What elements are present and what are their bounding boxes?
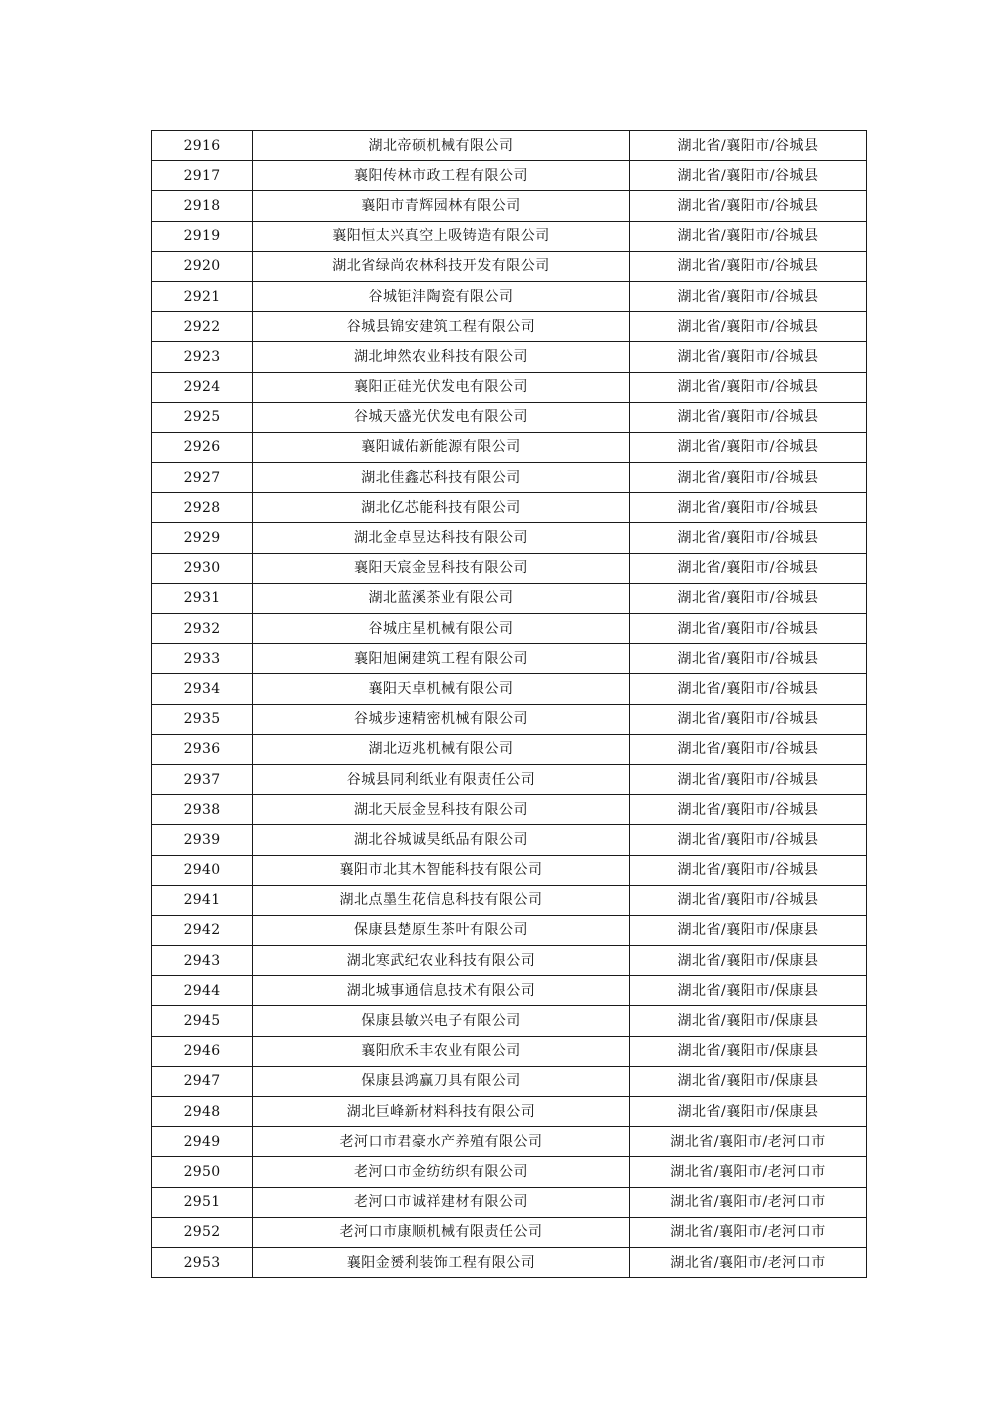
- table-row: [152, 161, 867, 191]
- region-cell: 湖北省/襄阳市/保康县: [630, 1036, 867, 1066]
- row-number-cell: 2942: [152, 915, 253, 945]
- row-number-cell: 2945: [152, 1006, 253, 1036]
- row-number-cell: 2941: [152, 885, 253, 915]
- company-name-cell: 襄阳传林市政工程有限公司: [253, 161, 630, 191]
- region-cell: 湖北省/襄阳市/谷城县: [630, 161, 867, 191]
- region-cell: 湖北省/襄阳市/谷城县: [630, 795, 867, 825]
- company-name-cell: 谷城县同利纸业有限责任公司: [253, 764, 630, 794]
- company-name-cell: 保康县敏兴电子有限公司: [253, 1006, 630, 1036]
- row-number-cell: 2928: [152, 493, 253, 523]
- region-cell: 湖北省/襄阳市/谷城县: [630, 674, 867, 704]
- region-cell: 湖北省/襄阳市/谷城县: [630, 281, 867, 311]
- region-cell: 湖北省/襄阳市/谷城县: [630, 493, 867, 523]
- company-name-cell: 襄阳金赟利装饰工程有限公司: [253, 1247, 630, 1277]
- company-name-cell: 老河口市君豪水产养殖有限公司: [253, 1127, 630, 1157]
- company-name-cell: 谷城步速精密机械有限公司: [253, 704, 630, 734]
- row-number-cell: 2931: [152, 583, 253, 613]
- region-cell: 湖北省/襄阳市/谷城县: [630, 855, 867, 885]
- company-name-cell: 湖北金卓昱达科技有限公司: [253, 523, 630, 553]
- row-number-cell: 2921: [152, 281, 253, 311]
- company-name-cell: 谷城钜沣陶瓷有限公司: [253, 281, 630, 311]
- row-number-cell: 2950: [152, 1157, 253, 1187]
- table-row: [152, 221, 867, 251]
- company-name-cell: 湖北城事通信息技术有限公司: [253, 976, 630, 1006]
- table-row: [152, 1066, 867, 1096]
- row-number-cell: 2949: [152, 1127, 253, 1157]
- company-name-cell: 湖北谷城诚昊纸品有限公司: [253, 825, 630, 855]
- table-row: [152, 281, 867, 311]
- row-number-cell: 2939: [152, 825, 253, 855]
- region-cell: 湖北省/襄阳市/谷城县: [630, 191, 867, 221]
- company-name-cell: 襄阳天宸金昱科技有限公司: [253, 553, 630, 583]
- company-name-cell: 谷城庄星机械有限公司: [253, 614, 630, 644]
- table-row: [152, 825, 867, 855]
- region-cell: 湖北省/襄阳市/保康县: [630, 1006, 867, 1036]
- row-number-cell: 2947: [152, 1066, 253, 1096]
- row-number-cell: 2943: [152, 946, 253, 976]
- company-name-cell: 襄阳旭阑建筑工程有限公司: [253, 644, 630, 674]
- table-row: [152, 704, 867, 734]
- table-body: [152, 131, 867, 1278]
- region-cell: 湖北省/襄阳市/保康县: [630, 915, 867, 945]
- table-row: [152, 614, 867, 644]
- company-name-cell: 保康县鸿赢刀具有限公司: [253, 1066, 630, 1096]
- region-cell: 湖北省/襄阳市/谷城县: [630, 644, 867, 674]
- table-row: [152, 1187, 867, 1217]
- company-name-cell: 老河口市金纺纺织有限公司: [253, 1157, 630, 1187]
- region-cell: 湖北省/襄阳市/谷城县: [630, 523, 867, 553]
- region-cell: 湖北省/襄阳市/老河口市: [630, 1217, 867, 1247]
- table-row: [152, 191, 867, 221]
- table-row: [152, 402, 867, 432]
- row-number-cell: 2937: [152, 764, 253, 794]
- region-cell: 湖北省/襄阳市/老河口市: [630, 1157, 867, 1187]
- company-name-cell: 谷城县锦安建筑工程有限公司: [253, 312, 630, 342]
- company-registry-table: [151, 130, 867, 1278]
- table-row: [152, 463, 867, 493]
- company-name-cell: 襄阳欣禾丰农业有限公司: [253, 1036, 630, 1066]
- table-row: [152, 583, 867, 613]
- row-number-cell: 2953: [152, 1247, 253, 1277]
- table-row: [152, 946, 867, 976]
- table-row: [152, 915, 867, 945]
- row-number-cell: 2932: [152, 614, 253, 644]
- company-name-cell: 老河口市康顺机械有限责任公司: [253, 1217, 630, 1247]
- table-row: [152, 131, 867, 161]
- region-cell: 湖北省/襄阳市/老河口市: [630, 1247, 867, 1277]
- region-cell: 湖北省/襄阳市/谷城县: [630, 553, 867, 583]
- company-name-cell: 襄阳市青辉园林有限公司: [253, 191, 630, 221]
- company-name-cell: 湖北点墨生花信息科技有限公司: [253, 885, 630, 915]
- row-number-cell: 2916: [152, 131, 253, 161]
- row-number-cell: 2936: [152, 734, 253, 764]
- table-row: [152, 432, 867, 462]
- region-cell: 湖北省/襄阳市/谷城县: [630, 885, 867, 915]
- row-number-cell: 2940: [152, 855, 253, 885]
- table-row: [152, 1217, 867, 1247]
- region-cell: 湖北省/襄阳市/保康县: [630, 1066, 867, 1096]
- region-cell: 湖北省/襄阳市/谷城县: [630, 704, 867, 734]
- company-name-cell: 湖北佳鑫芯科技有限公司: [253, 463, 630, 493]
- row-number-cell: 2926: [152, 432, 253, 462]
- region-cell: 湖北省/襄阳市/谷城县: [630, 614, 867, 644]
- region-cell: 湖北省/襄阳市/保康县: [630, 976, 867, 1006]
- company-name-cell: 保康县楚原生茶叶有限公司: [253, 915, 630, 945]
- table-row: [152, 674, 867, 704]
- region-cell: 湖北省/襄阳市/谷城县: [630, 734, 867, 764]
- table-row: [152, 1127, 867, 1157]
- company-name-cell: 湖北坤然农业科技有限公司: [253, 342, 630, 372]
- company-name-cell: 湖北蓝溪茶业有限公司: [253, 583, 630, 613]
- row-number-cell: 2938: [152, 795, 253, 825]
- company-name-cell: 湖北巨峰新材料科技有限公司: [253, 1097, 630, 1127]
- company-name-cell: 湖北省绿尚农林科技开发有限公司: [253, 251, 630, 281]
- table-row: [152, 1097, 867, 1127]
- row-number-cell: 2923: [152, 342, 253, 372]
- region-cell: 湖北省/襄阳市/谷城县: [630, 463, 867, 493]
- region-cell: 湖北省/襄阳市/谷城县: [630, 583, 867, 613]
- table-row: [152, 644, 867, 674]
- table-row: [152, 523, 867, 553]
- table-row: [152, 734, 867, 764]
- table-row: [152, 251, 867, 281]
- row-number-cell: 2935: [152, 704, 253, 734]
- row-number-cell: 2952: [152, 1217, 253, 1247]
- company-name-cell: 襄阳恒太兴真空上吸铸造有限公司: [253, 221, 630, 251]
- table-row: [152, 553, 867, 583]
- row-number-cell: 2919: [152, 221, 253, 251]
- row-number-cell: 2922: [152, 312, 253, 342]
- table-row: [152, 342, 867, 372]
- region-cell: 湖北省/襄阳市/谷城县: [630, 372, 867, 402]
- company-name-cell: 湖北寒武纪农业科技有限公司: [253, 946, 630, 976]
- row-number-cell: 2933: [152, 644, 253, 674]
- table-row: [152, 1006, 867, 1036]
- table-row: [152, 1247, 867, 1277]
- row-number-cell: 2930: [152, 553, 253, 583]
- company-name-cell: 湖北迈兆机械有限公司: [253, 734, 630, 764]
- region-cell: 湖北省/襄阳市/谷城县: [630, 402, 867, 432]
- table-row: [152, 795, 867, 825]
- row-number-cell: 2946: [152, 1036, 253, 1066]
- region-cell: 湖北省/襄阳市/谷城县: [630, 131, 867, 161]
- company-name-cell: 襄阳正硅光伏发电有限公司: [253, 372, 630, 402]
- row-number-cell: 2918: [152, 191, 253, 221]
- company-name-cell: 襄阳天卓机械有限公司: [253, 674, 630, 704]
- table-row: [152, 855, 867, 885]
- company-name-cell: 湖北天辰金昱科技有限公司: [253, 795, 630, 825]
- table-row: [152, 1157, 867, 1187]
- row-number-cell: 2929: [152, 523, 253, 553]
- company-name-cell: 湖北亿芯能科技有限公司: [253, 493, 630, 523]
- region-cell: 湖北省/襄阳市/老河口市: [630, 1127, 867, 1157]
- table-row: [152, 372, 867, 402]
- region-cell: 湖北省/襄阳市/老河口市: [630, 1187, 867, 1217]
- table-row: [152, 885, 867, 915]
- row-number-cell: 2925: [152, 402, 253, 432]
- row-number-cell: 2934: [152, 674, 253, 704]
- company-name-cell: 老河口市诚祥建材有限公司: [253, 1187, 630, 1217]
- table-row: [152, 493, 867, 523]
- table-row: [152, 976, 867, 1006]
- region-cell: 湖北省/襄阳市/保康县: [630, 1097, 867, 1127]
- region-cell: 湖北省/襄阳市/谷城县: [630, 251, 867, 281]
- company-name-cell: 襄阳诚佑新能源有限公司: [253, 432, 630, 462]
- row-number-cell: 2948: [152, 1097, 253, 1127]
- table-row: [152, 764, 867, 794]
- region-cell: 湖北省/襄阳市/谷城县: [630, 312, 867, 342]
- region-cell: 湖北省/襄阳市/谷城县: [630, 221, 867, 251]
- region-cell: 湖北省/襄阳市/谷城县: [630, 764, 867, 794]
- company-name-cell: 襄阳市北其木智能科技有限公司: [253, 855, 630, 885]
- row-number-cell: 2951: [152, 1187, 253, 1217]
- table-row: [152, 312, 867, 342]
- company-name-cell: 谷城天盛光伏发电有限公司: [253, 402, 630, 432]
- company-name-cell: 湖北帝硕机械有限公司: [253, 131, 630, 161]
- row-number-cell: 2927: [152, 463, 253, 493]
- region-cell: 湖北省/襄阳市/谷城县: [630, 342, 867, 372]
- row-number-cell: 2924: [152, 372, 253, 402]
- region-cell: 湖北省/襄阳市/谷城县: [630, 825, 867, 855]
- region-cell: 湖北省/襄阳市/保康县: [630, 946, 867, 976]
- row-number-cell: 2944: [152, 976, 253, 1006]
- row-number-cell: 2920: [152, 251, 253, 281]
- region-cell: 湖北省/襄阳市/谷城县: [630, 432, 867, 462]
- table-row: [152, 1036, 867, 1066]
- row-number-cell: 2917: [152, 161, 253, 191]
